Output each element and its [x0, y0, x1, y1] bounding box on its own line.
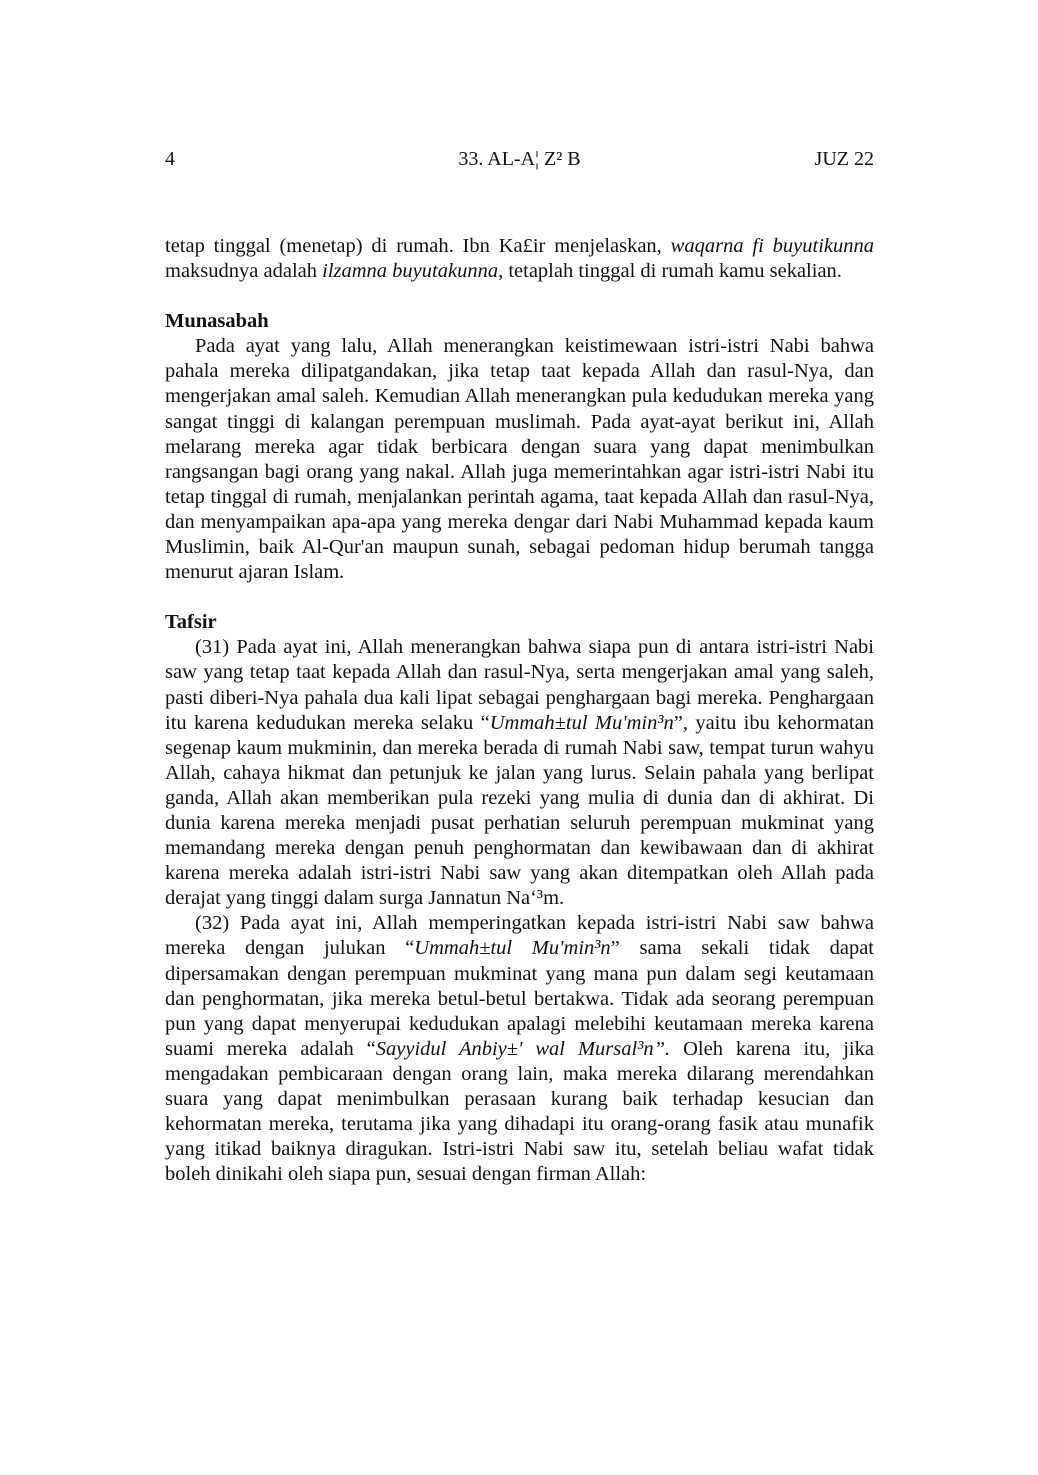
tafsir-32-italic-1: Ummah±tul Mu'min³n	[414, 937, 611, 960]
page-body	[165, 234, 874, 1187]
chapter-title: 33. AL-A¦ Z² B	[458, 148, 581, 170]
intro-italic-1: waqarna fi buyutikunna	[670, 235, 874, 257]
tafsir-31-text-1: (31) Pada ayat ini, Allah menerangkan bahwa siapa pun di antara istri-istri Nabi saw yang tetap taat kepada Allah dan rasul-Nya, serta mengerjakan amal yang saleh, pasti diberi-Nya pahala dua kali lipat sebagai penghargaan bagi mereka. Penghargaan itu karena kedudukan mereka selaku “	[165, 636, 874, 734]
intro-paragraph	[165, 234, 874, 284]
tafsir-32-text-1: (32) Pada ayat ini, Allah memperingatkan kepada istri-istri Nabi saw bahwa mereka dengan julukan “	[165, 912, 874, 960]
juz-label: JUZ 22	[814, 148, 874, 170]
munasabah-paragraph: Pada ayat yang lalu, Allah menerangkan keistimewaan istri-istri Nabi bahwa pahala mereka dilipatgandakan, jika tetap taat kepada Allah dan rasul-Nya, dan mengerjakan amal saleh. Kemudian Allah menerangkan pula kedudukan mereka yang sangat tinggi di kalangan perempuan muslimah. Pada ayat-ayat berikut ini, Allah melarang mereka agar tidak berbicara dengan suara yang dapat menimbulkan rangsangan bagi orang yang nakal. Allah juga memerintahkan agar istri-istri Nabi itu tetap tinggal di rumah, menjalankan perintah agama, taat kepada Allah dan rasul-Nya, dan menyampaikan apa-apa yang mereka dengar dari Nabi Muhammad kepada kaum Muslimin, baik Al-Qur'an maupun sunah, sebagai pedoman hidup berumah tangga menurut ajaran Islam.	[165, 335, 874, 584]
tafsir-32-text-3: Oleh karena itu, jika mengadakan pembicaraan dengan orang lain, maka mereka dilarang merendahkan suara yang dapat menimbulkan perasaan kurang baik terhadap kesucian dan kehormatan mereka, terutama jika yang dihadapi itu orang-orang fasik atau munafik yang itikad baiknya diragukan. Istri-istri Nabi saw itu, setelah beliau wafat tidak boleh dinikahi oleh siapa pun, sesuai dengan firman Allah:	[165, 1037, 874, 1186]
page-number: 4	[165, 148, 175, 170]
tafsir-paragraph-31	[165, 635, 874, 911]
page-header	[165, 146, 874, 172]
tafsir-31-text-2: ”, yaitu ibu kehormatan segenap kaum mukminin, dan mereka berada di rumah Nabi saw, tempat turun wahyu Allah, cahaya hikmat dan petunjuk ke jalan yang lurus. Selain pahala yang berlipat ganda, Allah akan memberikan pula rezeki yang mulia di dunia dan di akhirat. Di dunia karena mereka menjadi pusat perhatian seluruh perempuan mukminat yang memandang mereka dengan penuh penghormatan dan kewibawaan dan di akhirat karena mereka adalah istri-istri Nabi saw yang akan ditempatkan oleh Allah pada derajat yang tinggi dalam surga Jannatun Na‘³m.	[165, 711, 874, 910]
intro-text-2: maksudnya adalah	[165, 260, 323, 283]
intro-italic-2: ilzamna buyutakunna	[322, 260, 499, 283]
tafsir-paragraph-32	[165, 911, 874, 1187]
tafsir-32-text-2: ” sama sekali tidak dapat dipersamakan dengan perempuan mukminat yang mana pun dalam segi keutamaan dan penghormatan, jika mereka betul-betul bertakwa. Tidak ada seorang perempuan pun yang dapat menyerupai kedudukan apalagi melebihi keutamaan mereka karena suami mereka adalah “	[165, 937, 874, 1060]
tafsir-heading: Tafsir	[165, 611, 217, 634]
tafsir-32-italic-2: Sayyidul Anbiy±' wal Mursal³n”.	[375, 1037, 671, 1060]
intro-text-3: , tetaplah tinggal di rumah kamu sekalian.	[498, 260, 842, 283]
intro-text-1: tetap tinggal (menetap) di rumah. Ibn Ka£ir menjelaskan,	[165, 235, 671, 257]
munasabah-heading: Munasabah	[165, 310, 269, 333]
tafsir-31-italic-1: Ummah±tul Mu'min³n	[489, 711, 674, 734]
